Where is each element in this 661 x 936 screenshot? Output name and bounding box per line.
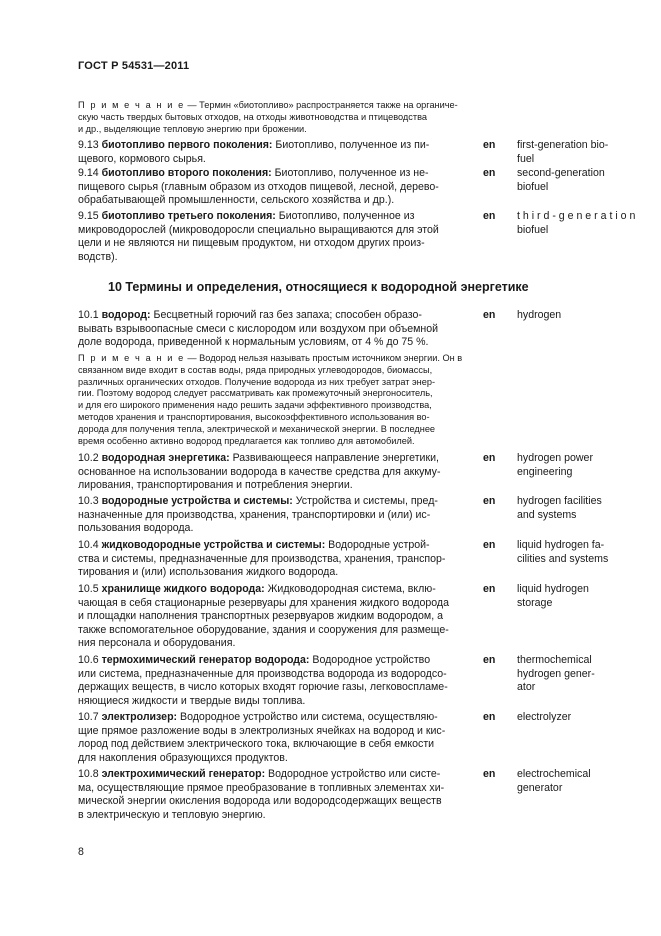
term-definition [78,654,463,708]
term-definition [78,768,463,822]
term-entry-9-15 [78,210,648,264]
term-name: водородная энергетика: [101,452,230,464]
term-name: биотопливо первого поколения: [101,139,273,151]
term-name: водород: [101,309,151,321]
term-number: 10.2 [78,452,99,464]
language-code: en [483,768,496,780]
term-entry-9-13 [78,139,648,166]
term-definition [78,210,463,264]
term-number: 9.14 [78,167,99,179]
language-code: en [483,309,496,321]
term-number: 10.3 [78,495,99,507]
english-equivalent: electrochemical generator [517,768,591,794]
language-code: en [483,495,496,507]
term-text: Бесцветный горючий газ без запаха; способен образо- вывать взрывоопасные смеси с кислородом или воздухом при объемной доле водорода, приведенной к нормальным условиям, от 4 % до 75 %. [78,309,439,348]
term-definition [78,167,463,208]
term-text: Устройства и системы, пред- назначенные для производства, хранения, транспортировки и (или) ис- пользования водорода. [78,495,438,534]
term-name: биотопливо второго поколения: [101,167,272,179]
term-number: 9.13 [78,139,99,151]
english-equivalent: thermochemical hydrogen gener- ator [517,654,595,693]
term-entry-10-6 [78,654,648,708]
term-entry-10-5 [78,583,648,651]
note-label: П р и м е ч а н и е [78,100,185,110]
term-definition [78,309,463,350]
language-code: en [483,167,496,179]
language-code: en [483,711,496,723]
english-equivalent: electrolyzer [517,711,572,723]
term-definition [78,539,463,580]
note-biofuel [78,100,463,135]
term-name: жидководородные устройства и системы: [101,539,326,551]
term-name: термохимический генератор водорода: [101,654,310,666]
note-text: — Термин «биотопливо» распространяется также на органиче- скую часть твердых бытовых отходов, на отходы животноводства и птицеводства и др., выделяющие тепловую энергию при брожении. [78,100,458,134]
english-equivalent: hydrogen power engineering [517,452,593,478]
language-code: en [483,139,496,151]
section-title: 10 Термины и определения, относящиеся к водородной энергетике [108,280,529,294]
english-equivalent: hydrogen facilities and systems [517,495,602,521]
term-text: Развивающееся направление энергетики, основанное на использовании водорода в качестве средства для аккуму- лирования, транспортирования и потребления энергии. [78,452,441,491]
english-equivalent: liquid hydrogen storage [517,583,589,609]
term-number: 10.7 [78,711,99,723]
term-entry-10-4 [78,539,648,580]
term-number: 10.8 [78,768,99,780]
term-name: биотопливо третьего поколения: [101,210,276,222]
term-text: Водородное устройство или систе- ма, осуществляющие прямое преобразование в топливных элементах хи- мической энергии окисления водорода или водородсодержащих веществ в электрическую и тепловую энергию. [78,768,445,821]
note-label: П р и м е ч а н и е [78,353,185,363]
term-name: хранилище жидкого водорода: [101,583,265,595]
language-code: en [483,452,496,464]
english-equivalent: first-generation bio- fuel [517,139,609,165]
document-header: ГОСТ Р 54531—2011 [78,60,190,72]
term-entry-10-2 [78,452,648,493]
term-number: 10.5 [78,583,99,595]
term-entry-10-8 [78,768,648,822]
term-definition [78,495,463,536]
term-text: Жидководородная система, вклю- чающая в себя стационарные резервуары для хранения жидкого водорода и площадки наполнения транспортных резервуаров жидким водородом, а также вспомогательное оборудование, здания и сооружения для размеще- ния персонала и оборудования. [78,583,449,649]
term-text: Биотопливо, полученное из не- пищевого сырья (главным образом из отходов пищевой, лесной, дерево- обрабатывающей промышленности, сельского хозяйства и др.). [78,167,439,206]
term-name: электролизер: [101,711,178,723]
term-number: 10.1 [78,309,99,321]
page-number: 8 [78,846,84,858]
term-name: электрохимический генератор: [101,768,266,780]
term-entry-10-7 [78,711,648,765]
language-code: en [483,539,496,551]
language-code: en [483,210,496,222]
term-entry-10-3 [78,495,648,536]
term-definition [78,452,463,493]
language-code: en [483,654,496,666]
term-definition [78,583,463,651]
term-text: Биотопливо, полученное из пи- щевого, кормового сырья. [78,139,430,165]
note-hydrogen [78,353,463,447]
term-text: Водородное устройство или система, осуществляю- щие прямое разложение воды в электролизных ячейках на водород и кис- лород под действием электрического тока, включающие в себя емкости для накопления образующихся продуктов. [78,711,446,764]
term-definition [78,139,463,166]
english-equivalent: hydrogen [517,309,562,321]
term-text: Водородное устройство или система, предназначенные для производства водорода из водородсо- держащих веществ, в число которых входят горючие газы, легковоспламе- няющиеся жидкости и твердые виды топлива. [78,654,448,707]
term-number: 9.15 [78,210,99,222]
english-equivalent: t h i r d - g e n e r a t i o n biofuel [517,210,636,236]
term-text: Водородные устрой- ства и системы, предназначенные для производства, хранения, транспор- тирования и (или) использования жидкого водорода. [78,539,446,578]
note-text: — Водород нельзя называть простым источником энергии. Он в связанном виде входит в состав воды, ряда природных углеводородов, биомассы, различных органических отходов. Получение водорода из них требует затрат энер- гии. Поэтому водород следует рассматривать как промежуточный энергоноситель, и для его широкого применения надо решить задачи эффективного производства, методов хранения и транспортирования, высокоэффективного использования во- дорода для получения тепла, электрической и механической энергии. В последнее время особенно активно водород предлагается как топливо для автомобилей. [78,353,463,446]
term-name: водородные устройства и системы: [101,495,293,507]
language-code: en [483,583,496,595]
term-text: Биотопливо, полученное из микроводорослей (микроводоросли специально выращиваются для этой цели и не являются ни пищевым продуктом, ни отходом других произ- водств). [78,210,439,263]
term-number: 10.4 [78,539,99,551]
term-entry-10-1 [78,309,648,350]
term-entry-9-14 [78,167,648,208]
term-definition [78,711,463,765]
english-equivalent: second-generation biofuel [517,167,605,193]
english-equivalent: liquid hydrogen fa- cilities and systems [517,539,609,565]
term-number: 10.6 [78,654,99,666]
